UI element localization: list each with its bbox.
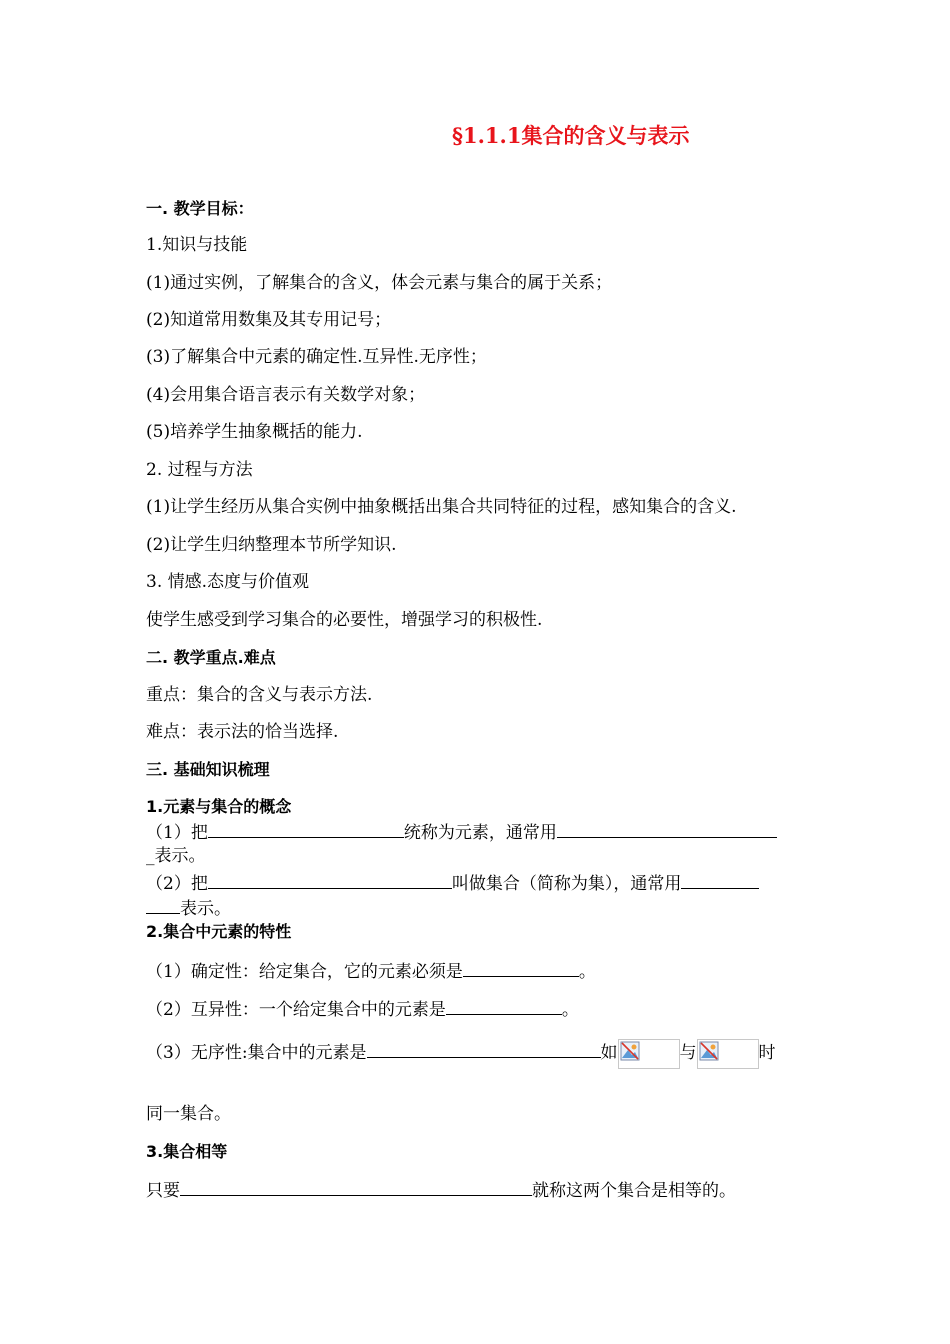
- section-heading-objectives: 一. 教学目标：: [146, 199, 254, 218]
- objective-item: (2)让学生归纳整理本节所学知识.: [146, 535, 397, 555]
- fill-line: [146, 845, 206, 867]
- keypoint-item: 难点：表示法的恰当选择.: [146, 722, 339, 742]
- objective-item: (1)让学生经历从集合实例中抽象概括出集合共同特征的过程，感知集合的含义.: [146, 497, 737, 517]
- objective-item: (3)了解集合中元素的确定性.互异性.无序性；: [146, 347, 487, 367]
- text-fragment: 与: [679, 1043, 697, 1063]
- text-fragment: 如: [600, 1043, 618, 1063]
- fill-line: [146, 896, 231, 920]
- text-fragment: 。: [561, 1000, 579, 1020]
- subheading-knowledge: 1.知识与技能: [146, 235, 248, 255]
- blank-field[interactable]: [367, 1040, 601, 1058]
- text-fragment: （3）无序性:集合中的元素是: [146, 1043, 367, 1063]
- objective-item: 使学生感受到学习集合的必要性，增强学习的积极性.: [146, 610, 543, 630]
- fill-line: [146, 1040, 776, 1069]
- objective-item: (2)知道常用数集及其专用记号；: [146, 310, 392, 330]
- section-heading-basics: 三. 基础知识梳理: [146, 760, 270, 779]
- fill-line: [146, 871, 759, 895]
- blank-field[interactable]: [681, 871, 759, 889]
- page-title: §1.1.1集合的含义与表示: [452, 123, 690, 148]
- text-fragment: （2）互异性：一个给定集合中的元素是: [146, 1000, 446, 1020]
- subheading-process: 2. 过程与方法: [146, 460, 253, 480]
- blank-field[interactable]: [208, 820, 404, 838]
- fill-line: [146, 1178, 736, 1202]
- subheading-element-set: 1.元素与集合的概念: [146, 797, 292, 816]
- broken-image-icon: [697, 1039, 759, 1069]
- fill-line: [146, 820, 777, 844]
- subheading-set-equality: 3.集合相等: [146, 1142, 228, 1161]
- text-fragment: 表示。: [180, 899, 231, 919]
- subheading-element-properties: 2.集合中元素的特性: [146, 922, 292, 941]
- text-fragment: （1）把: [146, 823, 208, 843]
- objective-item: (5)培养学生抽象概括的能力.: [146, 422, 363, 442]
- blank-field[interactable]: [208, 871, 452, 889]
- text-fragment: _表示。: [146, 846, 206, 866]
- text-fragment: 时: [758, 1043, 776, 1063]
- blank-field[interactable]: [146, 896, 180, 914]
- objective-item: (1)通过实例，了解集合的含义，体会元素与集合的属于关系；: [146, 273, 613, 293]
- keypoint-item: 重点：集合的含义与表示方法.: [146, 685, 373, 705]
- broken-image-icon: [618, 1039, 680, 1069]
- text-fragment: 统称为元素，通常用: [403, 823, 557, 843]
- blank-field[interactable]: [446, 997, 562, 1015]
- blank-field[interactable]: [180, 1178, 532, 1196]
- text-fragment: 。: [578, 962, 596, 982]
- text-fragment: 叫做集合（简称为集），通常用: [451, 874, 682, 894]
- text-fragment: （2）把: [146, 874, 208, 894]
- fill-line: [146, 959, 596, 983]
- text-fragment: 同一集合。: [146, 1104, 231, 1124]
- subheading-attitude: 3. 情感.态度与价值观: [146, 572, 310, 592]
- blank-field[interactable]: [463, 959, 579, 977]
- text-fragment: 只要: [146, 1181, 180, 1201]
- fill-line: [146, 997, 579, 1021]
- blank-field[interactable]: [557, 820, 777, 838]
- section-heading-keypoints: 二. 教学重点.难点: [146, 648, 276, 667]
- text-fragment: （1）确定性：给定集合，它的元素必须是: [146, 962, 463, 982]
- objective-item: (4)会用集合语言表示有关数学对象；: [146, 385, 426, 405]
- text-fragment: 就称这两个集合是相等的。: [532, 1181, 736, 1201]
- fill-line: [146, 1103, 231, 1125]
